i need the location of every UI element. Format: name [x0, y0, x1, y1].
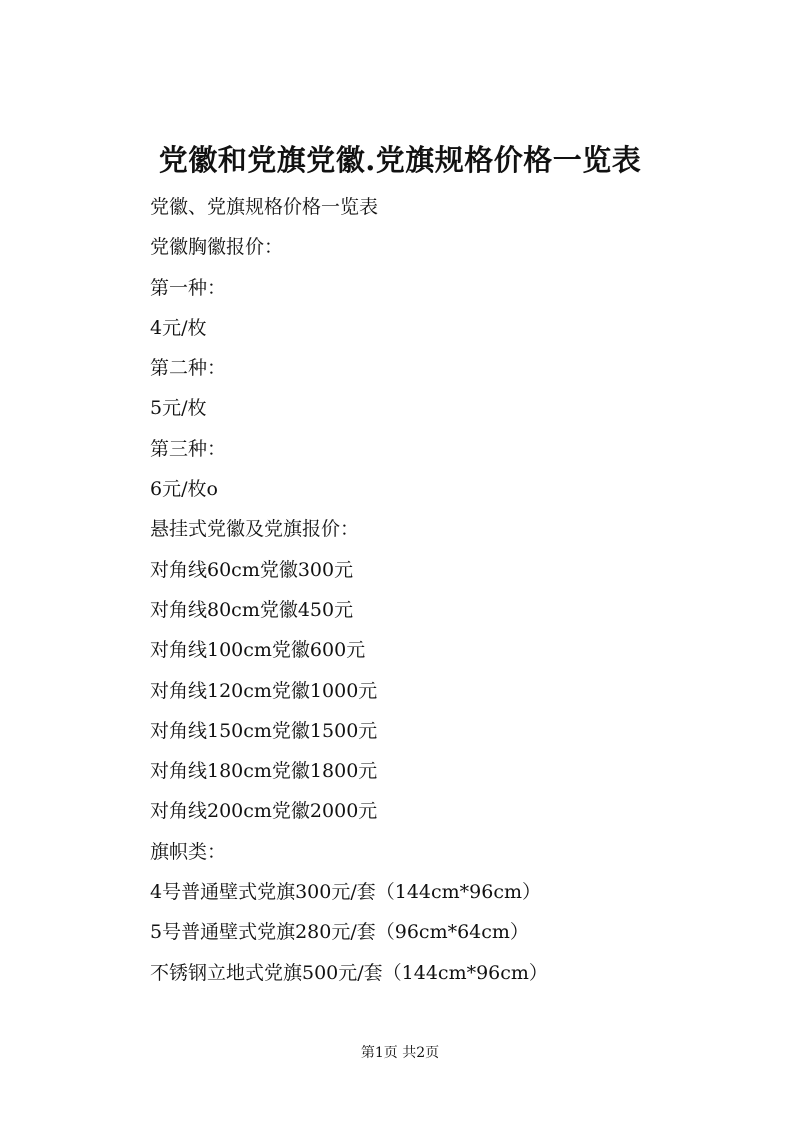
page-footer — [0, 1043, 800, 1063]
body-line: 对角线80cm党徽450元 — [150, 598, 354, 621]
body-line: 4元/枚 — [150, 316, 207, 339]
body-line: 对角线60cm党徽300元 — [150, 558, 354, 581]
body-line: 不锈钢立地式党旗500元/套（144cm*96cm） — [150, 961, 548, 984]
body-line: 4号普通壁式党旗300元/套（144cm*96cm） — [150, 881, 542, 904]
body-line: 对角线120cm党徽1000元 — [150, 679, 378, 702]
body-line: 对角线200cm党徽2000元 — [150, 800, 378, 823]
document-body — [150, 187, 770, 993]
body-line: 旗帜类： — [150, 840, 227, 863]
body-line: 6元/枚o — [150, 478, 218, 501]
body-line: 对角线180cm党徽1800元 — [150, 760, 378, 783]
page-indicator: 第1页 共2页 — [360, 1045, 440, 1061]
body-line: 5元/枚 — [150, 397, 207, 420]
body-line: 第二种： — [150, 357, 227, 380]
body-line: 党徽胸徽报价： — [150, 236, 284, 259]
body-line: 悬挂式党徽及党旗报价： — [150, 518, 360, 541]
body-line: 党徽、党旗规格价格一览表 — [150, 196, 379, 218]
body-line: 对角线100cm党徽600元 — [150, 639, 366, 662]
body-line: 第三种： — [150, 437, 227, 460]
document-title: 党徽和党旗党徽.党旗规格价格一览表 — [158, 143, 642, 177]
body-line: 5号普通壁式党旗280元/套（96cm*64cm） — [150, 921, 529, 944]
body-line: 第一种： — [150, 276, 227, 299]
body-line: 对角线150cm党徽1500元 — [150, 719, 378, 742]
